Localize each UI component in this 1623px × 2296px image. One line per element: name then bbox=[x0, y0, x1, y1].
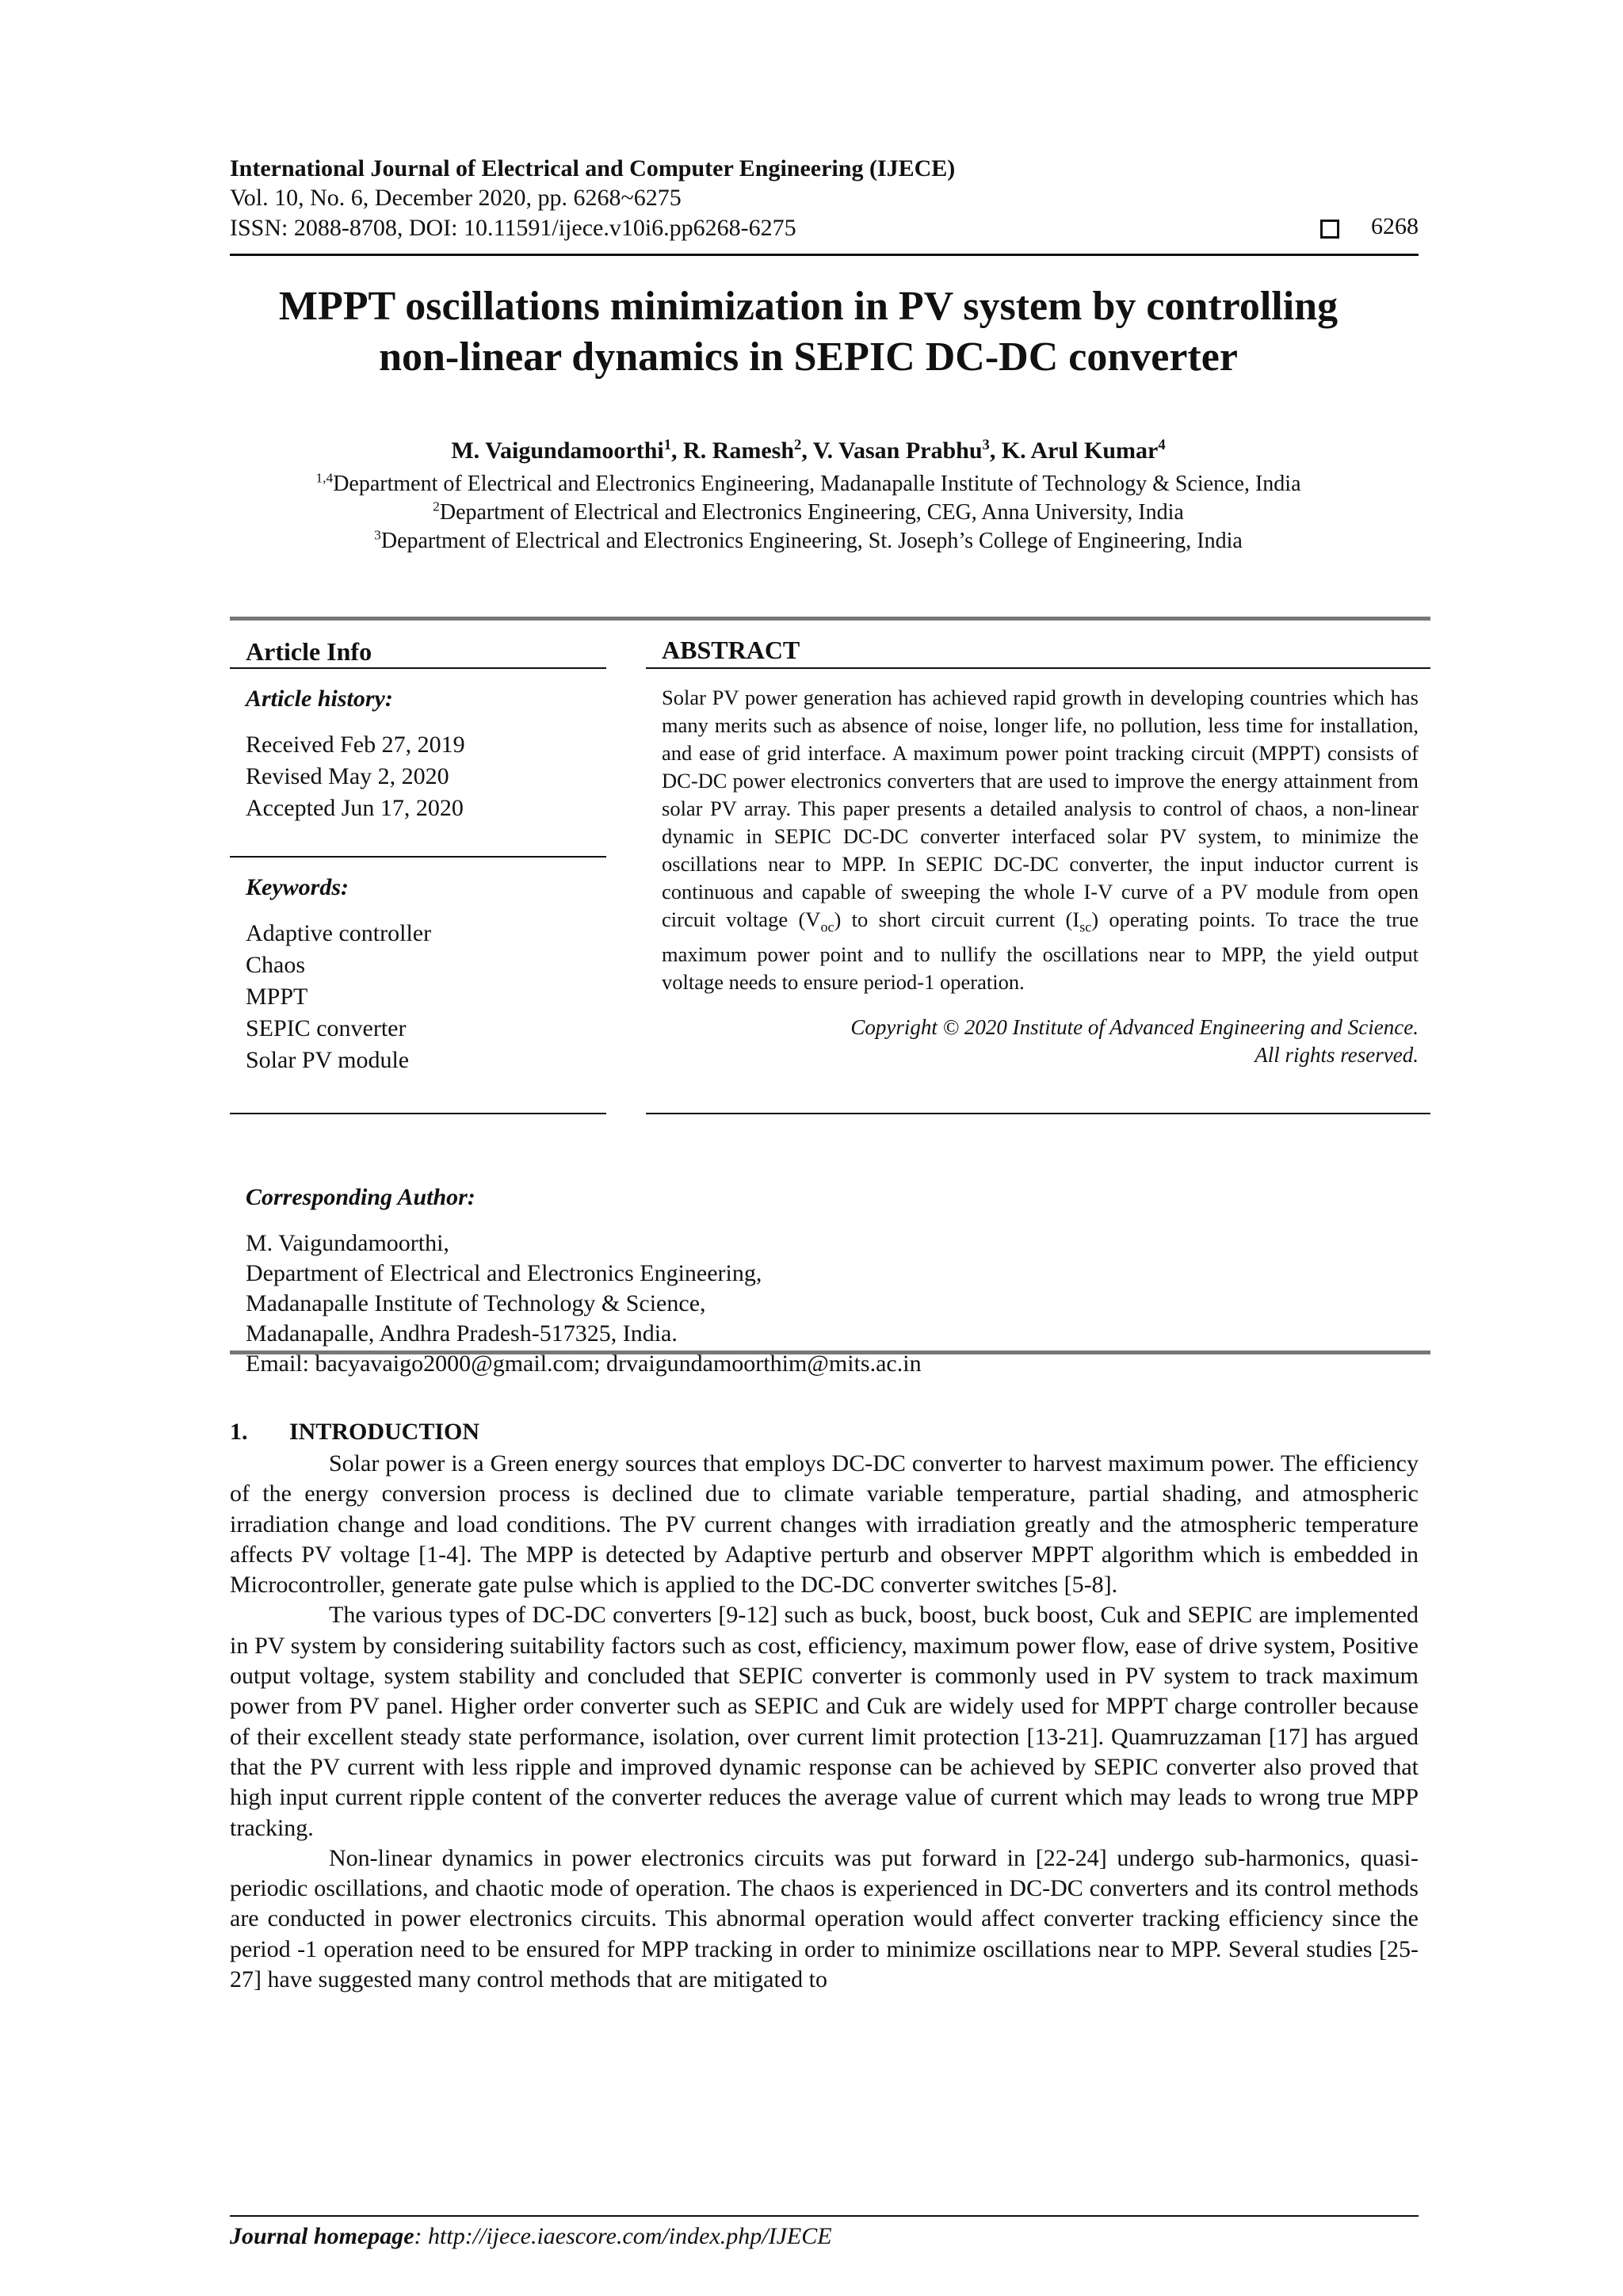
copyright-notice bbox=[662, 1014, 1419, 1069]
corresponding-line: Madanapalle, Andhra Pradesh-517325, India. bbox=[246, 1320, 678, 1347]
corresponding-email: Email: bacyavaigo2000@gmail.com; drvaigundamoorthim@mits.ac.in bbox=[246, 1350, 922, 1377]
journal-homepage bbox=[230, 2223, 832, 2250]
infobox-top-rule bbox=[230, 617, 1430, 621]
title-line-2: non-linear dynamics in SEPIC DC-DC converter bbox=[379, 334, 1238, 380]
keyword: Solar PV module bbox=[246, 1047, 410, 1073]
author-name: M. Vaigundamoorthi bbox=[451, 437, 664, 464]
body-paragraph: Solar power is a Green energy sources that employs DC-DC converter to harvest maximum power. The efficiency of the energy conversion process is declined due to climate variable temperature, partial shading, and atmospheric irradiation change and load conditions. The PV current changes with irradiation greatly and the atmospheric temperature affects PV voltage [1-4]. The MPP is detected by Adaptive perturb and observer MPPT algorithm which is embedded in Microcontroller, generate gate pulse which is applied to the DC-DC converter switches [5-8]. bbox=[230, 1450, 1419, 1599]
issn-row bbox=[230, 213, 1419, 245]
keywords-section bbox=[246, 872, 602, 1076]
paper-title bbox=[158, 281, 1458, 383]
affiliation-text: Department of Electrical and Electronics Engineering, CEG, Anna University, India bbox=[439, 500, 1184, 525]
accepted-date: Accepted Jun 17, 2020 bbox=[246, 795, 464, 821]
affiliation-text: Department of Electrical and Electronics Engineering, St. Joseph’s College of Engineering, India bbox=[380, 529, 1243, 553]
abstract-heading: ABSTRACT bbox=[662, 636, 800, 664]
affiliation bbox=[158, 470, 1458, 499]
affiliation-sup: 1,4 bbox=[315, 470, 334, 486]
abstract-part: ) operating points. To trace the true maximum power point and to nullify the oscillations near to MPP, the yield output voltage needs to ensure period-1 operation. bbox=[662, 907, 1419, 995]
affiliation-text: Department of Electrical and Electronics Engineering, Madanapalle Institute of Technology & Science, India bbox=[333, 472, 1301, 496]
corresponding-line: M. Vaigundamoorthi, bbox=[246, 1230, 449, 1256]
voc-subscript: oc bbox=[820, 919, 834, 935]
copyright-line: Copyright © 2020 Institute of Advanced Engineering and Science. bbox=[850, 1015, 1419, 1040]
article-history bbox=[246, 683, 602, 824]
author-name: V. Vasan Prabhu bbox=[812, 437, 983, 464]
affiliation bbox=[158, 527, 1458, 556]
author-name: K. Arul Kumar bbox=[1001, 437, 1159, 464]
abstract-section bbox=[662, 636, 1419, 1069]
isc-subscript: sc bbox=[1079, 919, 1092, 935]
body-paragraph: The various types of DC-DC converters [9-12] such as buck, boost, buck boost, Cuk and SEPIC are implemented in PV system by considering suitability factors such as cost, efficiency, maximum power flow, ease of drive system, Positive output voltage, system stability and concluded that SEPIC converter is commonly used in PV system to track maximum power from PV panel. Higher order converter such as SEPIC and Cuk are widely used for MPPT charge controller because of their excellent steady state performance, isolation, over current limit protection [13-21]. Quamruzzaman [17] has argued that the PV current with less ripple and improved dynamic response can be achieved by SEPIC converter also proved that high input current ripple content of the converter reduces the average value of current which may leads to wrong true MPP tracking. bbox=[230, 1602, 1419, 1841]
author-sup: 2 bbox=[794, 437, 802, 453]
abstract-part: Solar PV power generation has achieved rapid growth in developing countries which has many merits such as absence of noise, longer life, no pollution, less time for installation, and ease of grid interface. A maximum power point tracking circuit (MPPT) consists of DC-DC power electronics converters that are used to improve the energy attainment from solar PV array. This paper presents a detailed analysis to control of chaos, a non-linear dynamic in SEPIC DC-DC converter interfaced solar PV system, to minimize the oscillations near to MPP. In SEPIC DC-DC converter, the input inductor current is continuous and capable of sweeping the whole I-V curve of a PV module from open circuit voltage (V bbox=[662, 686, 1419, 931]
keywords-rule bbox=[230, 1113, 606, 1114]
journal-header bbox=[230, 155, 1419, 245]
abstract-bottom-rule bbox=[646, 1113, 1430, 1114]
article-info-rule bbox=[230, 667, 606, 669]
article-info-title: Article Info bbox=[246, 637, 372, 666]
article-info-heading bbox=[246, 636, 602, 667]
corresponding-line: Madanapalle Institute of Technology & Science, bbox=[246, 1290, 706, 1316]
author-sup: 4 bbox=[1158, 437, 1166, 453]
title-line-1: MPPT oscillations minimization in PV system by controlling bbox=[278, 284, 1338, 329]
header-rule bbox=[230, 254, 1419, 256]
author-sup: 3 bbox=[982, 437, 990, 453]
affiliation bbox=[158, 499, 1458, 527]
page-number: 6268 bbox=[1371, 213, 1419, 239]
body-paragraph: Non-linear dynamics in power electronics circuits was put forward in [22-24] undergo sub-harmonics, quasi-periodic oscillations, and chaotic mode of operation. The chaos is experienced in DC-DC converters and its control methods are conducted in power electronics circuits. This abnormal operation would affect converter tracking efficiency since the period -1 operation need to be ensured for MPP tracking in order to minimize oscillations near to MPP. Several studies [25-27] have suggested many control methods that are mitigated to bbox=[230, 1844, 1419, 1993]
affiliation-sup: 2 bbox=[433, 499, 440, 514]
keywords-heading: Keywords: bbox=[246, 874, 349, 900]
affiliations bbox=[158, 470, 1458, 556]
author-sup: 1 bbox=[663, 437, 672, 453]
section-number: 1. bbox=[230, 1419, 248, 1445]
journal-name: International Journal of Electrical and Computer Engineering (IJECE) bbox=[230, 155, 956, 181]
abstract-part: ) to short circuit current (I bbox=[834, 907, 1080, 931]
journal-issn: ISSN: 2088-8708, DOI: 10.11591/ijece.v10i6.pp6268-6275 bbox=[230, 215, 796, 241]
author-name: R. Ramesh bbox=[683, 437, 795, 464]
affiliation-sup: 3 bbox=[374, 527, 381, 543]
keyword: Adaptive controller bbox=[246, 920, 432, 946]
abstract-text bbox=[662, 684, 1419, 996]
received-date: Received Feb 27, 2019 bbox=[246, 732, 465, 758]
history-heading: Article history: bbox=[246, 686, 393, 712]
corresponding-heading: Corresponding Author: bbox=[246, 1184, 475, 1210]
section-title: INTRODUCTION bbox=[289, 1419, 480, 1445]
corresponding-author bbox=[246, 1182, 1419, 1379]
square-icon bbox=[1320, 220, 1339, 239]
keyword: MPPT bbox=[246, 984, 308, 1010]
introduction-heading bbox=[230, 1419, 479, 1446]
introduction-body bbox=[230, 1449, 1419, 1995]
keyword: SEPIC converter bbox=[246, 1015, 407, 1041]
homepage-label: Journal homepage bbox=[230, 2223, 414, 2249]
history-rule bbox=[230, 856, 606, 858]
copyright-line: All rights reserved. bbox=[1254, 1043, 1419, 1068]
keyword: Chaos bbox=[246, 952, 305, 978]
corresponding-line: Department of Electrical and Electronics Engineering, bbox=[246, 1260, 762, 1286]
author-list: M. Vaigundamoorthi$^1$, R. Ramesh$^2$, V. Vasan Prabhu$^3$, K. Arul Kumar$^4$ bbox=[451, 437, 1166, 464]
homepage-url[interactable]: : http://ijece.iaescore.com/index.php/IJECE bbox=[414, 2223, 832, 2249]
revised-date: Revised May 2, 2020 bbox=[246, 763, 449, 789]
journal-volume: Vol. 10, No. 6, December 2020, pp. 6268~6275 bbox=[230, 185, 682, 211]
footer-rule bbox=[230, 2215, 1419, 2217]
